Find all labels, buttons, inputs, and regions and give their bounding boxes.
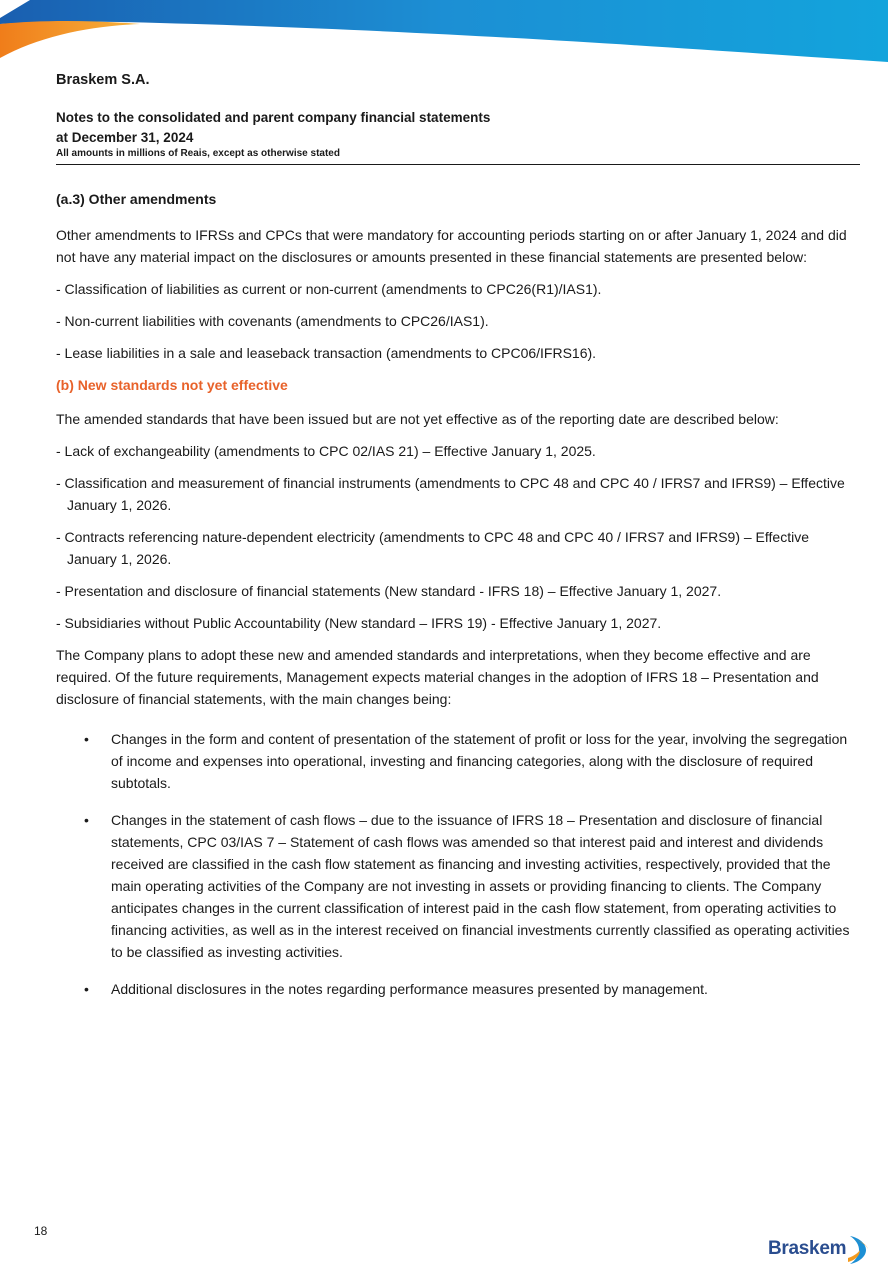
header-banner: [0, 0, 888, 70]
section-b-heading: (b) New standards not yet effective: [56, 377, 288, 393]
bullet-text: Changes in the statement of cash flows – due to the issuance of IFRS 18 – Presentation and disclosure of financial statements, CPC 03/IAS 7 – Statement of cash flows was amended so that interest paid and interest and dividends received are classified in the cash flow statement as financing and investing activities, respectively, provided that the main operating activities of the Company are not investing in assets or providing financing to clients. The Company anticipates changes in the current classification of interest paid in the cash flow statement, from operating activities to financing activities, as well as in the interest received on financial investments currently classified as operating activities to be classified as investing activities.: [111, 812, 850, 960]
notes-title: [56, 108, 860, 148]
list-item: - Non-current liabilities with covenants (amendments to CPC26/IAS1).: [56, 313, 489, 329]
bullet-icon: •: [84, 731, 89, 747]
bullet-item: [56, 728, 858, 794]
header-divider: [56, 164, 860, 165]
list-item: - Classification of liabilities as current or non-current (amendments to CPC26(R1)/IAS1).: [56, 281, 602, 297]
list-item: - Subsidiaries without Public Accountability (New standard – IFRS 19) - Effective January 1, 2027.: [56, 615, 662, 631]
document-body: [56, 188, 858, 1015]
section-b-intro: The amended standards that have been issued but are not yet effective as of the reporting date are described below:: [56, 411, 779, 427]
list-item: - Lack of exchangeability (amendments to CPC 02/IAS 21) – Effective January 1, 2025.: [56, 443, 596, 459]
document-header: [56, 70, 860, 160]
section-a3-intro: Other amendments to IFRSs and CPCs that were mandatory for accounting periods starting on or after January 1, 2024 and did not have any material impact on the disclosures or amounts presented in these financial statements are presented below:: [56, 227, 847, 265]
bullet-item: [56, 809, 858, 963]
bullet-text: Additional disclosures in the notes regarding performance measures presented by management.: [111, 981, 708, 997]
list-item: - Lease liabilities in a sale and leaseback transaction (amendments to CPC06/IFRS16).: [56, 345, 597, 361]
braskem-logo: [768, 1232, 872, 1266]
bullet-text: Changes in the form and content of presentation of the statement of profit or loss for the year, involving the segregation of income and expenses into operational, investing and financing categories, along with the disclosure of required subtotals.: [111, 731, 848, 791]
section-a3-heading: (a.3) Other amendments: [56, 191, 217, 207]
logo-text: Braskem: [768, 1238, 847, 1259]
bullet-icon: •: [84, 812, 89, 828]
bullet-icon: •: [84, 981, 89, 997]
bullet-item: [56, 978, 858, 1000]
list-item: - Presentation and disclosure of financial statements (New standard - IFRS 18) – Effective January 1, 2027.: [56, 583, 722, 599]
notes-title-line2: at December 31, 2024: [56, 130, 194, 145]
logo-mark-icon: [846, 1234, 872, 1266]
company-name: Braskem S.A.: [56, 72, 150, 88]
ifrs18-changes-list: [56, 728, 858, 1000]
list-item: - Classification and measurement of financial instruments (amendments to CPC 48 and CPC 40 / IFRS7 and IFRS9) – Effective January 1, 2026.: [56, 475, 845, 513]
amounts-note: All amounts in millions of Reais, except as otherwise stated: [56, 148, 340, 159]
page-number: 18: [34, 1224, 48, 1238]
adoption-plans-paragraph: The Company plans to adopt these new and amended standards and interpretations, when they become effective and are required. Of the future requirements, Management expects material changes in the adoption of IFRS 18 – Presentation and disclosure of financial statements, with the main changes being:: [56, 647, 819, 707]
notes-title-line1: Notes to the consolidated and parent company financial statements: [56, 110, 491, 125]
list-item: - Contracts referencing nature-dependent electricity (amendments to CPC 48 and CPC 40 / IFRS7 and IFRS9) – Effective January 1, 2026.: [56, 529, 809, 567]
